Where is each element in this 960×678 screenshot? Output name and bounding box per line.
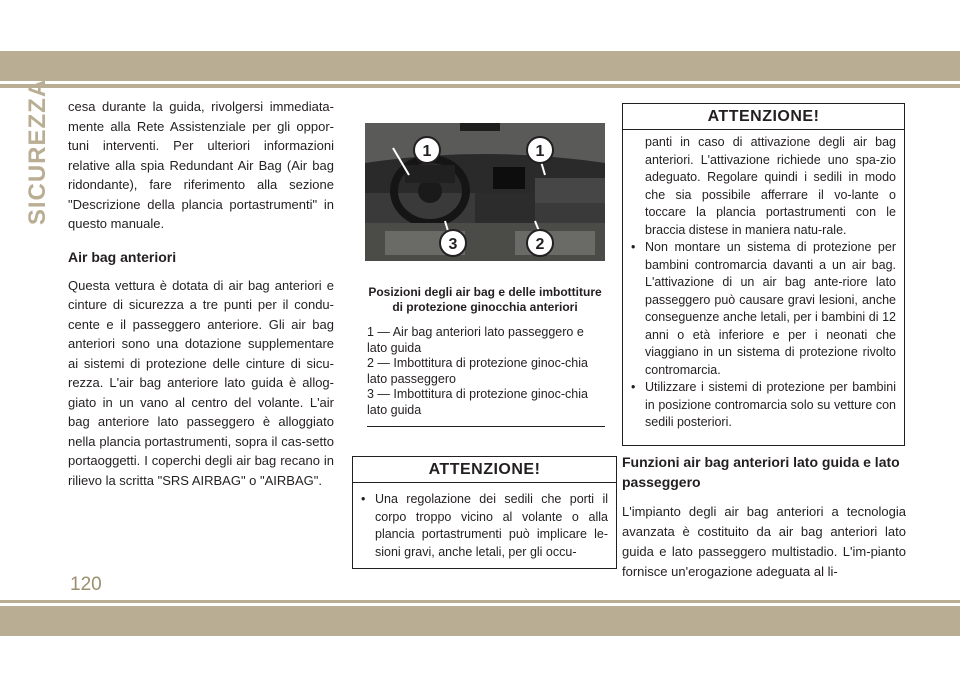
figure-caption: Posizioni degli air bag e delle imbottiture di protezione ginocchia anteriori	[368, 285, 602, 314]
figure-legend	[367, 325, 603, 418]
column-right	[622, 452, 906, 582]
warning-bullet: • Utilizzare i sistemi di protezione per bambini in posizione contromarcia solo su vetture con sedili posteriori.	[631, 379, 896, 432]
section-tab	[21, 78, 55, 226]
svg-text:2: 2	[535, 236, 545, 253]
column-left	[68, 97, 334, 490]
svg-text:3: 3	[448, 236, 458, 253]
legend-item: 1 — Air bag anteriori lato passeggero e lato guida	[367, 325, 584, 355]
svg-text:1: 1	[535, 143, 545, 160]
bottom-band	[0, 606, 960, 636]
warning-continuation: panti in caso di attivazione degli air bag anteriori. L'attivazione richiede uno spa-zio adeguato. Regolare quindi i sedili in modo che sia possibile afferrare il vo-lante o toccare la plancia portastrumenti con le braccia distese in maniera natu-rale.	[645, 135, 896, 237]
callout-1-right	[527, 137, 553, 163]
warning-bullet: • Non montare un sistema di protezione per bambini contromarcia davanti a un air bag. L'attivazione di un air bag ante-riore lato passeggero può causare gravi lesioni, anche conseguenze anche letali, per i bambini di 12 anni o età inferiore e per i neonati che viaggiano in un sistema di protezione rivolto contromarcia.	[631, 239, 896, 379]
callout-3	[440, 230, 466, 256]
svg-text:1: 1	[422, 143, 432, 160]
caption-rule	[367, 426, 605, 427]
legend-item: 2 — Imbottitura di protezione ginoc-chia lato passeggero	[367, 356, 588, 386]
callout-1-left	[414, 137, 440, 163]
dashboard-photo	[365, 123, 605, 261]
section-heading: Air bag anteriori	[68, 248, 177, 265]
body-paragraph: Questa vettura è dotata di air bag anteriori e cinture di sicurezza a tre punti per il condu-cente e il passeggero anteriore. Gli air bag anteriori sono una dotazione supplementare ai sistemi di protezione delle cinture di sicu-rezza. L'air bag anteriore lato guida è allog-giato in un vano al centro del volante. L'air bag anteriore lato passeggero è alloggiato nella plancia portastrumenti, sopra il cas-setto portaoggetti. I coperchi degli air bag recano in rilievo la scritta "SRS AIRBAG" o "AIRBAG".	[68, 277, 334, 488]
body-paragraph: L'impianto degli air bag anteriori a tecnologia avanzata è costituito da air bag anteriori lato guida e lato passeggero multistadio. L'im-pianto fornisce un'erogazione adeguata al li-	[622, 504, 906, 579]
section-heading: Funzioni air bag anteriori lato guida e lato passeggero	[622, 454, 900, 490]
warning-body	[623, 130, 904, 438]
section-label: SICUREZZA	[24, 78, 51, 226]
callout-2	[527, 230, 553, 256]
warning-bullet: • Una regolazione dei sedili che porti il corpo troppo vicino al volante o alla plancia portastrumenti può implicare le-sioni gravi, anche letali, per gli occu-	[361, 491, 608, 561]
warning-title: ATTENZIONE!	[623, 104, 904, 130]
intro-paragraph: cesa durante la guida, rivolgersi immediata-mente alla Rete Assistenziale per gli oppor-tuni interventi. Per ulteriori informazioni relative alla spia Redundant Air Bag (Air bag ridondante), fare riferimento alla sezione "Descrizione della plancia portastrumenti" in questo manuale.	[68, 99, 334, 231]
top-rule	[0, 84, 960, 88]
warning-title: ATTENZIONE!	[353, 457, 616, 483]
warning-box	[352, 456, 617, 569]
bottom-rule	[0, 600, 960, 603]
top-band	[0, 51, 960, 81]
warning-box-continued	[622, 103, 905, 446]
warning-body	[353, 483, 616, 567]
page-number: 120	[70, 574, 102, 595]
legend-item: 3 — Imbottitura di protezione ginoc-chia lato guida	[367, 387, 588, 417]
